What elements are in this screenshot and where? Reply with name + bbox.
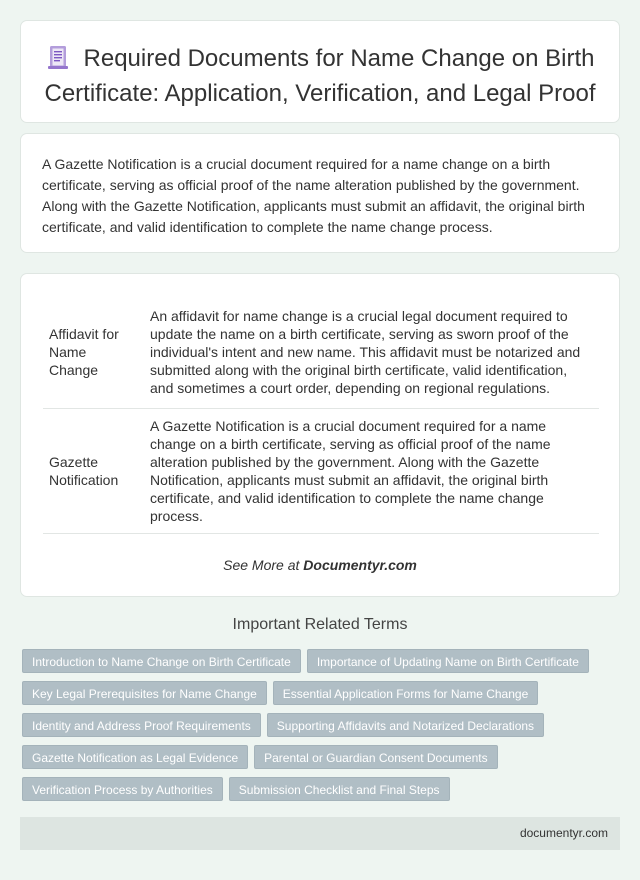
table-row <box>43 296 599 408</box>
page-title <box>39 43 601 113</box>
summary-card <box>20 133 620 253</box>
see-more-site[interactable]: Documentyr.com <box>303 556 417 573</box>
summary-text: A Gazette Notification is a crucial document required for a name change on a birth certificate, serving as official proof of the name alteration published by the government. Along with the Gazette Notification, applicants must submit an affidavit, the original birth certificate, and valid identification to complete the name change process. <box>42 156 585 235</box>
footer-site[interactable]: documentyr.com <box>519 826 608 840</box>
table-row <box>43 408 599 533</box>
related-term-tag[interactable]: Verification Process by Authorities <box>22 777 223 801</box>
documents-table <box>43 296 599 534</box>
related-term-tag[interactable]: Introduction to Name Change on Birth Certificate <box>22 649 301 673</box>
related-term-tag[interactable]: Importance of Updating Name on Birth Certificate <box>307 649 589 673</box>
table-description: An affidavit for name change is a crucial legal document required to update the name on a birth certificate, serving as sworn proof of the individual's intent and new name. This affidavit must be notarized and submitted along with the original birth certificate, valid identification, and sometimes a court order, depending on regional regulations. <box>144 296 599 408</box>
related-term-tag[interactable]: Gazette Notification as Legal Evidence <box>22 745 248 769</box>
see-more-prefix: See More at <box>223 556 304 573</box>
table-description: A Gazette Notification is a crucial document required for a name change on a birth certificate, serving as official proof of the name alteration published by the government. Along with the Gazette Notification, applicants must submit an affidavit, the original birth certificate, and valid identification to complete the name change process. <box>144 408 599 533</box>
documents-table-card <box>20 273 620 597</box>
related-terms-title: Important Related Terms <box>232 616 408 633</box>
related-terms-tags <box>22 649 622 809</box>
title-card <box>20 20 620 123</box>
see-more-link[interactable] <box>43 557 597 573</box>
table-term: Gazette Notification <box>43 408 144 533</box>
related-term-tag[interactable]: Key Legal Prerequisites for Name Change <box>22 681 267 705</box>
related-term-tag[interactable]: Essential Application Forms for Name Change <box>273 681 538 705</box>
related-term-tag[interactable]: Supporting Affidavits and Notarized Declarations <box>267 713 544 737</box>
related-term-tag[interactable]: Identity and Address Proof Requirements <box>22 713 261 737</box>
footer <box>20 817 620 850</box>
document-icon <box>46 44 70 70</box>
table-term: Affidavit for Name Change <box>43 296 144 408</box>
related-term-tag[interactable]: Submission Checklist and Final Steps <box>229 777 450 801</box>
page-title-text: Required Documents for Name Change on Birth Certificate: Application, Verification, and Legal Proof <box>44 45 596 107</box>
related-term-tag[interactable]: Parental or Guardian Consent Documents <box>254 745 497 769</box>
